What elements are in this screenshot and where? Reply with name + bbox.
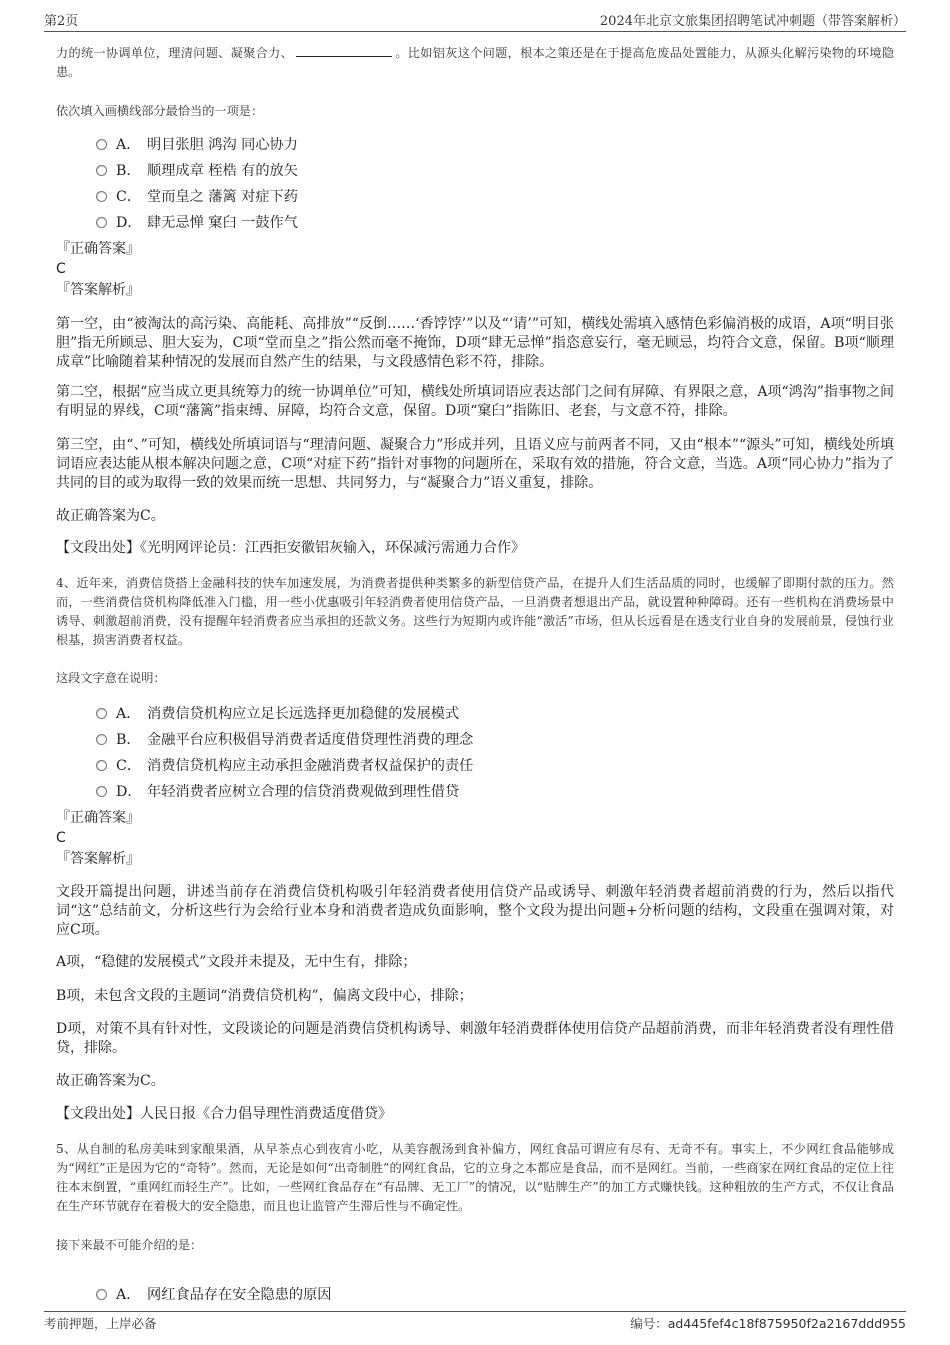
q3-analysis-3: 第三空，由“、”可知，横线处所填词语与“理清问题、凝聚合力”形成并列，且语义应与前两者不同，又由“根本”“源头”可知，横线处所填词语应表达能从根本解决问题之意，C项“对症下药”指针对事物的问题所在，采取有效的措施，符合文意，当选。A项“同心协力”指为了共同的目的或为取得一致的效果而统一思想、共同努力，与“凝聚合力”语义重复，排除。 (56, 437, 894, 491)
q5-option-a[interactable]: A． 网红食品存在安全隐患的原因 (96, 1284, 331, 1304)
radio-icon[interactable] (96, 708, 107, 719)
q4-analysis-2: A项，“稳健的发展模式”文段并未提及，无中生有，排除； (56, 954, 417, 970)
page-number: 第2页 (44, 14, 79, 29)
q4-option-c[interactable]: C． 消费信贷机构应主动承担金融消费者权益保护的责任 (96, 755, 473, 775)
q3-option-d[interactable]: D． 肆无忌惮 窠臼 一鼓作气 (96, 212, 298, 232)
q3-answer-label: 『正确答案』 (56, 241, 140, 257)
page-header (44, 10, 906, 29)
footer-slogan: 考前押题，上岸必备 (44, 1316, 157, 1331)
q4-answer-label: 『正确答案』 (56, 810, 140, 826)
document-title: 2024年北京文旅集团招聘笔试冲刺题（带答案解析） (599, 14, 906, 29)
q4-analysis-4: D项，对策不具有针对性，文段谈论的问题是消费信贷机构诱导、刺激年轻消费群体使用信贷产品超前消费，而非年轻消费者没有理性借贷，排除。 (56, 1021, 894, 1056)
header-divider (44, 31, 906, 32)
q4-option-a[interactable]: A． 消费信贷机构应立足长远选择更加稳健的发展模式 (96, 703, 459, 723)
q4-analysis-1: 文段开篇提出问题，讲述当前存在消费信贷机构吸引年轻消费者使用信贷产品或诱导、刺激年轻消费者超前消费的行为，然后以指代词“这”总结前文，分析这些行为会给行业本身和消费者造成负面影响，整个文段为提出问题+分析问题的结构，文段重在强调对策，对应C项。 (56, 884, 894, 938)
radio-icon[interactable] (96, 760, 107, 771)
q4-passage: 4、近年来，消费信贷搭上金融科技的快车加速发展，为消费者提供种类繁多的新型信贷产品，在提升人们生活品质的同时，也缓解了即期付款的压力。然而，一些消费信贷机构降低准入门槛，用一些小优惠吸引年轻消费者使用信贷产品，一旦消费者想退出产品，就设置种种障碍。还有一些机构在消费场景中诱导、刺激超前消费，没有提醒年轻消费者应当承担的还款义务。这些行为短期内或许能“激活”市场，但从长远看是在透支行业自身的发展前景，侵蚀行业根基，损害消费者权益。 (56, 576, 894, 647)
q5-passage: 5、从自制的私房美味到家酿果酒，从早茶点心到夜宵小吃，从美容靓汤到食补偏方，网红食品可谓应有尽有、无奇不有。事实上，不少网红食品能够成为“网红”正是因为它的“奇特”。然而，无论是如何“出奇制胜”的网红食品，它的立身之本都应是食品，而不是网红。当前，一些商家在网红食品的定位上往往本末倒置，“重网红而轻生产”。比如，一些网红食品存在“有品牌、无工厂”的情况，以“贴牌生产”的加工方式赚快钱。这种粗放的生产方式，不仅让食品在生产环节就存在着极大的安全隐患，而且也让监管产生滞后性与不确定性。 (56, 1142, 894, 1213)
q3-analysis-1: 第一空，由“被淘汰的高污染、高能耗、高排放”“反倒……‘香饽饽’”以及“‘请’”可知，横线处需填入感情色彩偏消极的成语，A项“明目张胆”指无所顾忌、胆大妄为，C项“堂而皇之”指公然而毫不掩饰，D项“肆无忌惮”指恣意妄行，毫无顾忌，均符合文意，保留。B项“顺理成章”比喻随着某种情况的发展而自然产生的结果，与文段感情色彩不符，排除。 (56, 316, 894, 370)
q4-analysis-3: B项，未包含文段的主题词“消费信贷机构”，偏离文段中心，排除； (56, 988, 473, 1004)
radio-icon[interactable] (96, 217, 107, 228)
q4-answer: C (56, 830, 66, 846)
q3-answer: C (56, 261, 66, 277)
q3-analysis-label: 『答案解析』 (56, 282, 140, 298)
radio-icon[interactable] (96, 165, 107, 176)
q3-option-c[interactable]: C． 堂而皇之 藩篱 对症下药 (96, 186, 298, 206)
radio-icon[interactable] (96, 786, 107, 797)
q4-conclusion: 故正确答案为C。 (56, 1073, 165, 1089)
q3-analysis-2: 第二空，根据“应当成立更具统筹力的统一协调单位”可知，横线处所填词语应表达部门之间有屏障、有界限之意，A项“鸿沟”指事物之间有明显的界线，C项“藩篱”指束缚、屏障，均符合文意，保留。D项“窠臼”指陈旧、老套，与文意不符，排除。 (56, 384, 894, 419)
q5-prompt: 接下来最不可能介绍的是： (56, 1238, 203, 1252)
q3-conclusion: 故正确答案为C。 (56, 508, 165, 524)
radio-icon[interactable] (96, 139, 107, 150)
page-footer (44, 1314, 906, 1332)
q4-prompt: 这段文字意在说明： (56, 671, 166, 685)
q4-option-b[interactable]: B． 金融平台应积极倡导消费者适度借贷理性消费的理念 (96, 729, 473, 749)
q3-passage: 力的统一协调单位，理清问题、凝聚合力、 。比如铝灰这个问题，根本之策还是在于提高危废品处置能力，从源头化解污染物的环境隐患。 (56, 46, 895, 79)
blank-line (296, 45, 392, 57)
radio-icon[interactable] (96, 191, 107, 202)
radio-icon[interactable] (96, 734, 107, 745)
q3-option-b[interactable]: B． 顺理成章 桎梏 有的放矢 (96, 160, 298, 180)
q3-option-a[interactable]: A． 明目张胆 鸿沟 同心协力 (96, 134, 298, 154)
q3-prompt: 依次填入画横线部分最恰当的一项是： (56, 104, 264, 118)
document-code: 编号：ad445fef4c18f875950f2a2167ddd955 (630, 1316, 906, 1331)
q4-option-d[interactable]: D． 年轻消费者应树立合理的信贷消费观做到理性借贷 (96, 781, 459, 801)
q4-source: 【文段出处】人民日报《合力倡导理性消费适度借贷》 (56, 1106, 392, 1122)
radio-icon[interactable] (96, 1289, 107, 1300)
footer-divider (44, 1311, 906, 1312)
q4-analysis-label: 『答案解析』 (56, 851, 140, 867)
q3-source: 【文段出处】《光明网评论员：江西拒安徽铝灰输入，环保减污需通力合作》 (56, 540, 525, 556)
